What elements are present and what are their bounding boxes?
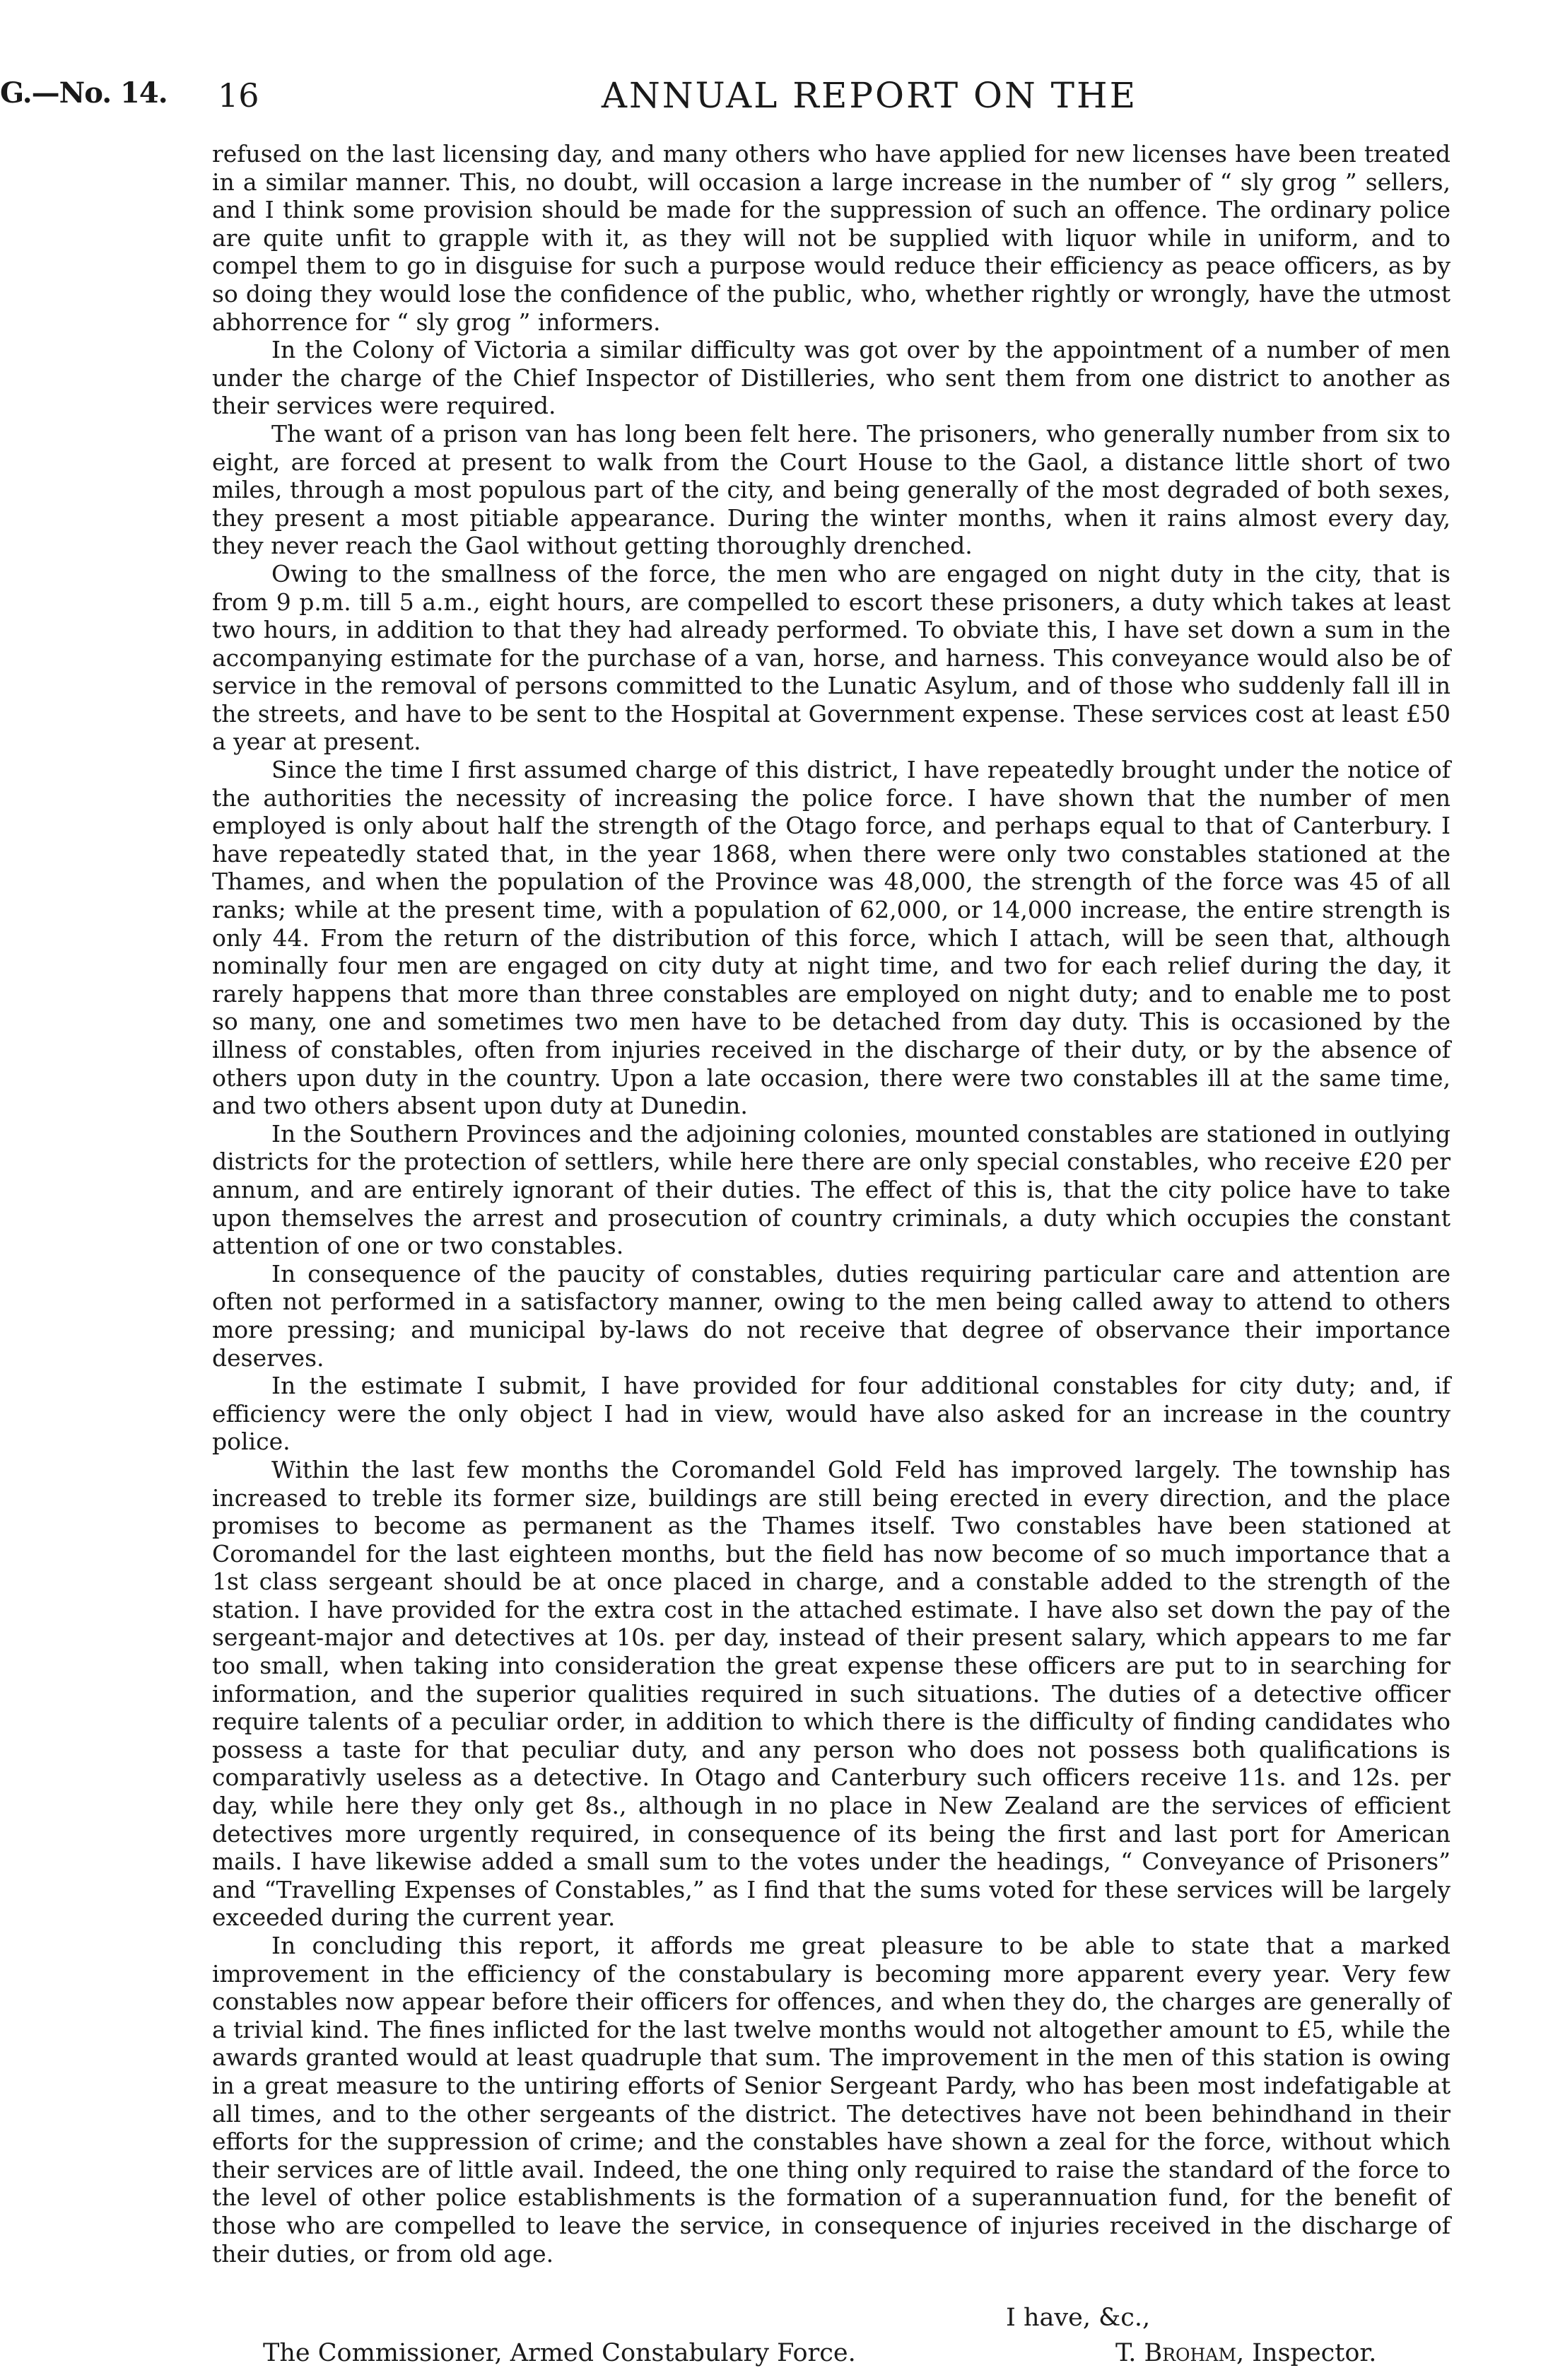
paper-reference: G.—No. 14. — [0, 76, 168, 110]
paragraph: Owing to the smallness of the force, the men who are engaged on night duty in the city, that is from 9 p.m. till 5 a.m., eight hours, are compelled to escort these prisoners, a duty which takes at least two hours, in addition to that they had already performed. To obviate this, I have set down a sum in the accompanying estimate for the purchase of a van, horse, and harness. This conveyance would also be of service in the removal of persons committed to the Lunatic Asylum, and of those who suddenly fall ill in the streets, and have to be sent to the Hospital at Government expense. These services cost at least £50 a year at present. — [212, 559, 1451, 756]
paragraph: In the Southern Provinces and the adjoining colonies, mounted constables are stationed in outlying districts for the protection of settlers, while here there are only special constables, who receive £20 per annum, and are entirely ignorant of their duties. The effect of this is, that the city police have to take upon themselves the arrest and prosecution of country criminals, a duty which occupies the constant attention of one or two constables. — [212, 1119, 1451, 1260]
report-body — [212, 140, 1451, 2369]
paragraph: refused on the last licensing day, and many others who have applied for new licenses have been treated in a similar manner. This, no doubt, will occasion a large increase in the number of “ sly grog ” sellers, and I think some provision should be made for the suppression of such an offence. The ordinary police are quite unfit to grapple with it, as they will not be supplied with liquor while in uniform, and to compel them to go in disguise for such a purpose would reduce their efficiency as peace officers, as by so doing they would lose the confidence of the public, who, whether rightly or wrongly, have the utmost abhorrence for “ sly grog ” informers. — [212, 140, 1451, 336]
paragraph: In consequence of the paucity of constables, duties requiring particular care and attention are often not performed in a satisfactory manner, owing to the men being called away to attend to others more pressing; and municipal by-laws do not receive that degree of observance their importance deserves. — [212, 1259, 1451, 1372]
signature-title: , Inspector. — [1236, 2339, 1377, 2368]
paragraph: Within the last few months the Coromandel Gold Feld has improved largely. The township has increased to treble its former size, buildings are still being erected in every direction, and the place promises to become as permanent as the Thames itself. Two constables have been stationed at Coromandel for the last eighteen months, but the field has now become of so much importance that a 1st class sergeant should be at once placed in charge, and a constable added to the strength of the station. I have provided for the extra cost in the attached estimate. I have also set down the pay of the sergeant-major and detectives at 10s. per day, instead of their present salary, which appears to me far too small, when taking into consideration the great expense these officers are put to in searching for information, and the superior qualities required in such situations. The duties of a detective officer require talents of a peculiar order, in addition to which there is the difficulty of finding candidates who possess a taste for that peculiar duty, and any person who does not possess both qualifications is comparativly useless as a detective. In Otago and Canterbury such officers receive 11s. and 12s. per day, while here they only get 8s., although in no place in New Zealand are the services of efficient detectives more urgently required, in consequence of its being the first and last port for American mails. I have likewise added a small sum to the votes under the headings, “ Conveyance of Prisoners” and “Travelling Expenses of Constables,” as I find that the sums voted for these services will be largely exceeded during the current year. — [212, 1455, 1451, 1932]
closing-block — [212, 2304, 1451, 2369]
paragraph: In the Colony of Victoria a similar difficulty was got over by the appointment of a number of men under the charge of the Chief Inspector of Distilleries, who sent them from one district to another as their services were required. — [212, 336, 1451, 420]
valediction: I have, &c., — [1006, 2304, 1151, 2333]
signature-surname: Broham — [1144, 2339, 1236, 2368]
paragraph: In concluding this report, it affords me great pleasure to be able to state that a marked improvement in the efficiency of the constabulary is becoming more apparent every year. Very few constables now appear before their officers for offences, and when they do, the charges are generally of a trivial kind. The fines inflicted for the last twelve months would not altogether amount to £5, while the awards granted would at least quadruple that sum. The improvement in the men of this station is owing in a great measure to the untiring efforts of Senior Sergeant Pardy, who has been most indefatigable at all times, and to the other sergeants of the district. The detectives have not been behindhand in their efforts for the suppression of crime; and the constables have shown a zeal for the force, without which their services are of little avail. Indeed, the one thing only required to raise the standard of the force to the level of other police establishments is the formation of a superannuation fund, for the benefit of those who are compelled to leave the service, in consequence of injuries received in the discharge of their duties, or from old age. — [212, 1932, 1451, 2268]
signature-initial: T. — [1115, 2339, 1137, 2368]
addressee: The Commissioner, Armed Constabulary Force. — [263, 2339, 856, 2368]
paragraph: Since the time I first assumed charge of this district, I have repeatedly brought under the notice of the authorities the necessity of increasing the police force. I have shown that the number of men employed is only about half the strength of the Otago force, and perhaps equal to that of Canterbury. I have repeatedly stated that, in the year 1868, when there were only two constables stationed at the Thames, and when the population of the Province was 48,000, the strength of the force was 45 of all ranks; while at the present time, with a population of 62,000, or 14,000 increase, the entire strength is only 44. From the return of the distribution of this force, which I attach, will be seen that, although nominally four men are engaged on city duty at night time, and two for each relief during the day, it rarely happens that more than three constables are employed on night duty; and to enable me to post so many, one and sometimes two men have to be detached from day duty. This is occasioned by the illness of constables, often from injuries received in the discharge of their duty, or by the absence of others upon duty in the country. Upon a late occasion, there were two constables ill at the same time, and two others absent upon duty at Dunedin. — [212, 756, 1451, 1120]
page-number: 16 — [218, 76, 259, 115]
signature — [1115, 2340, 1376, 2368]
running-title: ANNUAL REPORT ON THE — [601, 75, 1138, 116]
paragraph: The want of a prison van has long been felt here. The prisoners, who generally number from six to eight, are forced at present to walk from the Court House to the Gaol, a distance little short of two miles, through a most populous part of the city, and being generally of the most degraded of both sexes, they present a most pitiable appearance. During the winter months, when it rains almost every day, they never reach the Gaol without getting thoroughly drenched. — [212, 419, 1451, 560]
paragraph: In the estimate I submit, I have provided for four additional constables for city duty; and, if efficiency were the only object I had in view, would have also asked for an increase in the country police. — [212, 1372, 1451, 1456]
